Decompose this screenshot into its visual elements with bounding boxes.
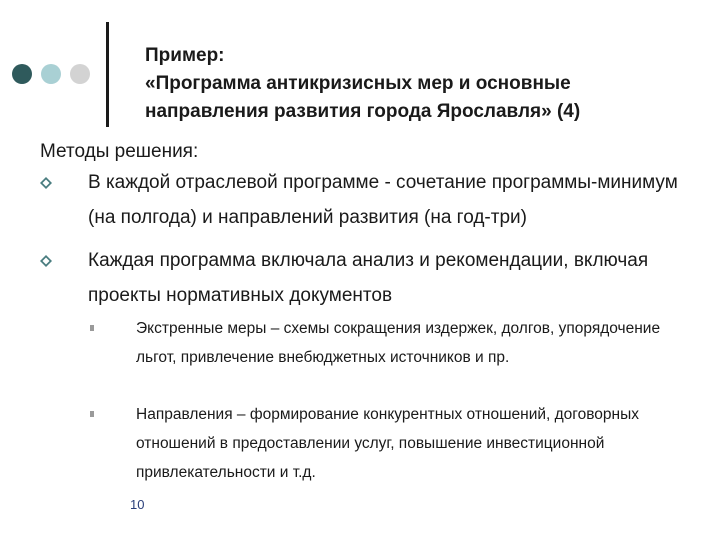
diamond-bullet-icon — [40, 255, 52, 267]
title-divider — [106, 22, 109, 127]
diamond-bullet-icon — [40, 177, 52, 189]
bullet-item — [40, 243, 700, 313]
subheading: Методы решения: — [40, 141, 199, 162]
title-line-2: «Программа антикризисных мер и основные — [145, 73, 571, 94]
three-circles-icon — [12, 64, 90, 84]
dark-circle-icon — [12, 64, 32, 84]
page-number: 10 — [130, 497, 145, 512]
bullet-item — [40, 165, 700, 235]
sub-bullet-item — [90, 400, 690, 487]
title-line-1: Пример: — [145, 45, 225, 66]
sub-bullet-text: Направления – формирование конкурентных отношений, договорных отношений в предоставлении услуг, повышение инвестиционной привлекательности и т.д. — [136, 406, 639, 481]
sub-bullet-text: Экстренные меры – схемы сокращения издержек, долгов, упорядочение льгот, привлечение внебюджетных источников и пр. — [136, 320, 661, 366]
slide-title — [145, 42, 685, 126]
bullet-text: В каждой отраслевой программе - сочетание программы-минимум (на полгода) и направлений развития (на год-три) — [88, 172, 678, 228]
square-bullet-icon — [90, 325, 94, 331]
teal-circle-icon — [41, 64, 61, 84]
square-bullet-icon — [90, 411, 94, 417]
sub-bullet-item — [90, 314, 690, 372]
title-line-3: направления развития города Ярославля» (4) — [145, 101, 581, 122]
bullet-text: Каждая программа включала анализ и рекомендации, включая проекты нормативных документов — [88, 250, 649, 306]
gray-circle-icon — [70, 64, 90, 84]
